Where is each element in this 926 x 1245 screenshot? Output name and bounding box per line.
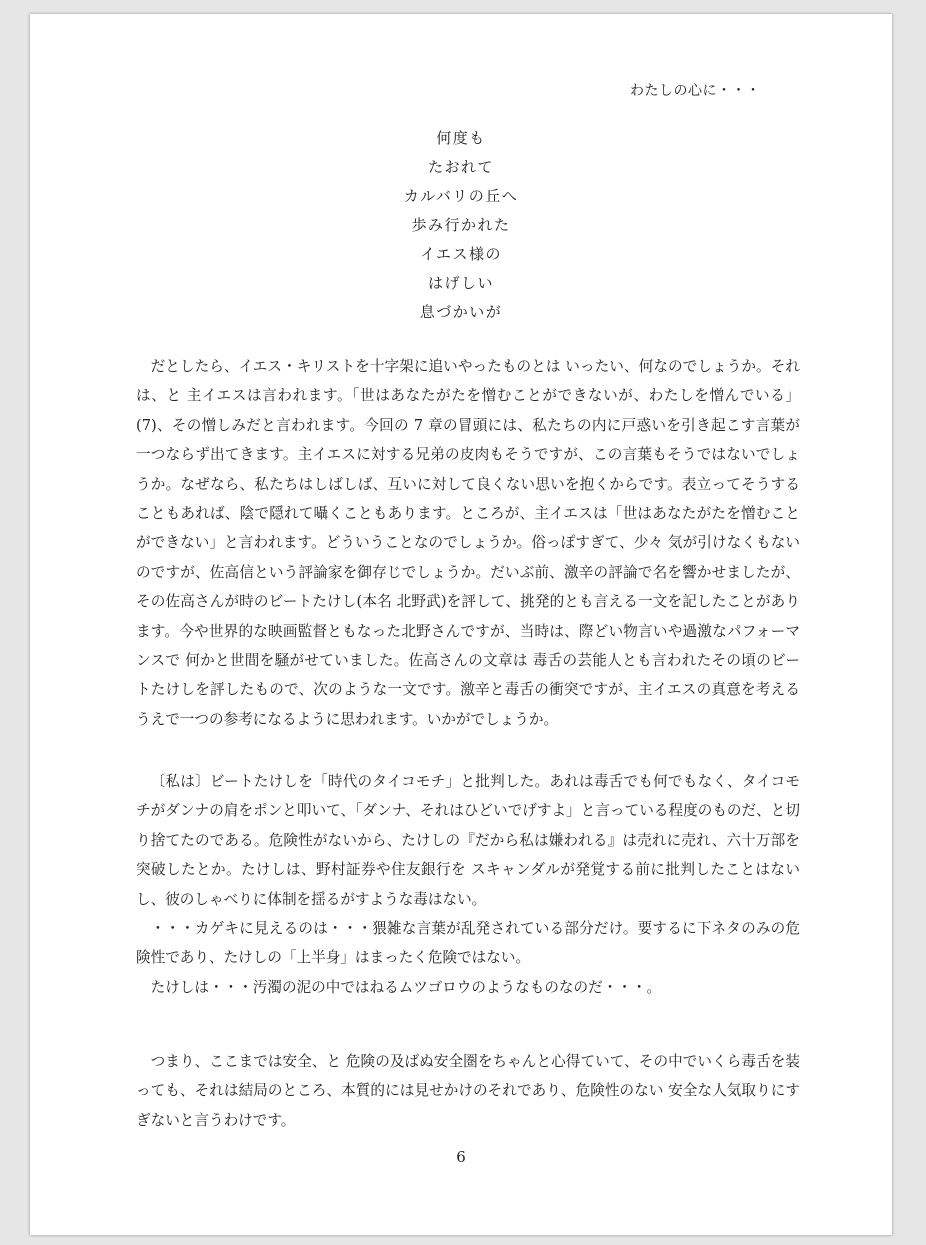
quote-paragraph: たけしは・・・汚濁の泥の中ではねるムツゴロウのようなものなのだ・・・。 bbox=[150, 978, 662, 996]
running-header: わたしの心に・・・ bbox=[630, 83, 761, 99]
poem-line: イエス様の bbox=[420, 245, 502, 263]
poem-line: はげしい bbox=[427, 274, 494, 292]
body-paragraph: だとしたら、イエス・キリストを十字架に追いやったものとは いったい、何なのでしょうか。それは、と 主イエスは言われます。「世はあなたがたを憎むことができないが、わたしを憎んでいる」(7)、その憎しみだと言われます。今回の 7 章の冒頭には、私たちの内に戸惑いを引き起こす言葉が一つならず出てきます。主イエスに対する兄弟の皮肉もそうですが、この言葉もそうではないでしょうか。なぜなら、私たちはしばしば、互いに対して良くない思いを抱くからです。表立ってそうすることもあれば、陰で隠れて囁くこともあります。ところが、主イエスは「世はあなたがたを憎むことができない」と言われます。どういうことなのでしょうか。俗っぽすぎて、少々 気が引けなくもないのですが、佐高信という評論家を御存じでしょうか。だいぶ前、激辛の評論で名を響かせましたが、その佐高さんが時のビートたけし(本名 北野武)を評して、挑発的とも言える一文を記したことがあります。今や世界的な映画監督ともなった北野さんですが、当時は、際どい物言いや過激なパフォーマンスで 何かと世間を騒がせていました。佐高さんの文章は 毒舌の芸能人とも言われたその頃のビートたけしを評したもので、次のような一文です。激辛と毒舌の衝突ですが、主イエスの真意を考えるうえで一つの参考になるように思われます。いかがでしょうか。 bbox=[136, 358, 800, 728]
poem-line: 息づかいが bbox=[419, 303, 503, 321]
document-page bbox=[30, 14, 892, 1235]
poem-line: 歩み行かれた bbox=[411, 216, 511, 234]
poem bbox=[30, 124, 892, 327]
quote-paragraph: ・・・カゲキに見えるのは・・・猥雑な言葉が乱発されている部分だけ。要するに下ネタのみの危険性であり、たけしの「上半身」はまったく危険ではない。 bbox=[136, 920, 800, 967]
block-quote bbox=[136, 767, 800, 1002]
body-paragraph: つまり、ここまでは安全、と 危険の及ばぬ安全圏をちゃんと心得ていて、その中でいくら毒舌を装っても、それは結局のところ、本質的には見せかけのそれであり、危険性のない 安全な人気取りにすぎないと言うわけです。 bbox=[136, 1053, 800, 1129]
quote-paragraph: 〔私は〕ビートたけしを「時代のタイコモチ」と批判した。あれは毒舌でも何でもなく、タイコモチがダンナの肩をポンと叩いて、「ダンナ、それはひどいでげすよ」と言っている程度のものだ、と切り捨てたのである。危険性がないから、たけしの『だから私は嫌われる』は売れに売れ、六十万部を突破したとか。たけしは、野村証券や住友銀行を スキャンダルが発覚する前に批判したことはないし、彼のしゃべりに体制を揺るがすような毒はない。 bbox=[136, 773, 800, 908]
poem-line: たおれて bbox=[427, 158, 494, 176]
poem-line: カルバリの丘へ bbox=[403, 187, 519, 205]
poem-line: 何度も bbox=[436, 129, 486, 147]
page-number: 6 bbox=[456, 1148, 466, 1166]
